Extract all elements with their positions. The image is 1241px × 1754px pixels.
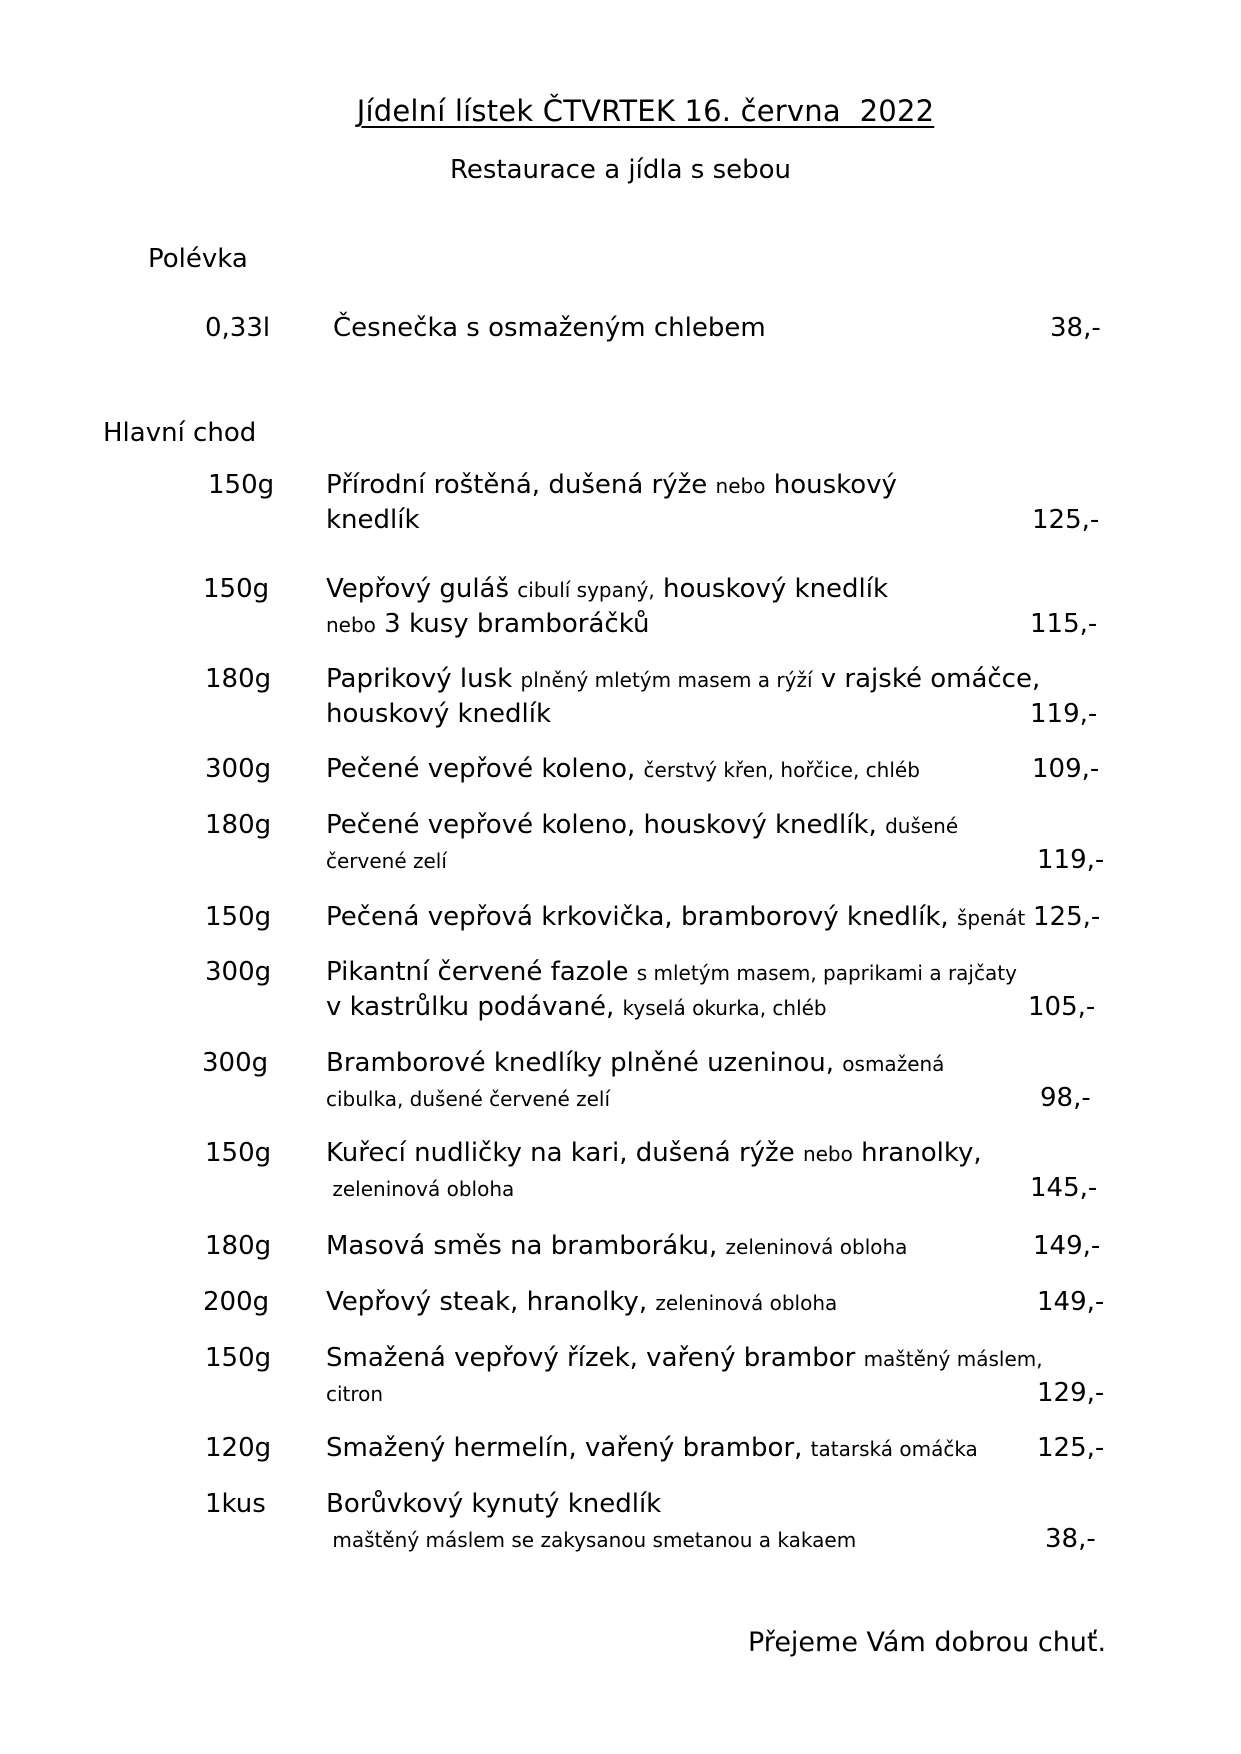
menu-item-dish-text: Pikantní červené fazole [326, 957, 637, 987]
menu-item-price: 119,- [1030, 699, 1098, 729]
menu-item-dish-text: Pečené vepřové koleno, houskový knedlík, [326, 810, 886, 840]
menu-item-side-note: nebo [715, 474, 766, 498]
menu-item-side-note: cibulka, dušené červené zelí [326, 1087, 611, 1111]
menu-item-price: 149,- [1033, 1231, 1101, 1261]
menu-item-first-line [326, 1285, 1066, 1320]
menu-item-second-line [326, 990, 1066, 1025]
menu-item-dish-text: v kastrůlku podávané, [326, 992, 623, 1022]
menu-item-dish-text: houskový [765, 470, 897, 500]
menu-item-second-line [326, 503, 1066, 538]
menu-item-description [326, 1046, 1066, 1116]
menu-item-second-line [326, 607, 1066, 642]
menu-item-quantity: 180g [205, 664, 272, 694]
menu-item-dish-text: Přírodní roštěná, dušená rýže [326, 470, 716, 500]
menu-item-price: 125,- [1032, 505, 1100, 535]
menu-item-second-line [326, 1522, 1066, 1557]
menu-item-quantity: 300g [205, 754, 272, 784]
menu-item-dish-text: Vepřový steak, hranolky, [326, 1287, 656, 1317]
menu-item-quantity: 120g [205, 1433, 272, 1463]
menu-item-dish-text: houskový knedlík [654, 574, 889, 604]
menu-item-quantity: 200g [203, 1287, 270, 1317]
menu-item-description [326, 808, 1066, 878]
menu-item-price: 125,- [1033, 902, 1101, 932]
menu-item-side-note: osmažená [842, 1052, 945, 1076]
menu-subtitle-text: Restaurace a jídla s sebou [449, 155, 792, 185]
menu-item-quantity: 300g [202, 1048, 269, 1078]
menu-item-first-line [326, 1229, 1066, 1264]
menu-item-first-line [326, 1487, 1066, 1522]
menu-item-description [326, 955, 1066, 1025]
soup-item-price: 38,- [1050, 313, 1101, 343]
menu-item-quantity: 150g [205, 1343, 272, 1373]
menu-item-price: 115,- [1030, 609, 1098, 639]
menu-item-second-line [326, 1081, 1066, 1116]
menu-item-dish-text: Smažená vepřový řízek, vařený brambor [326, 1343, 864, 1373]
menu-item-price: 125,- [1037, 1433, 1105, 1463]
menu-item-quantity: 180g [205, 1231, 272, 1261]
menu-item-quantity: 150g [205, 902, 272, 932]
menu-item-dish-text: Masová směs na bramboráku, [326, 1231, 726, 1261]
soup-item-name: Česnečka s osmaženým chlebem [333, 313, 766, 343]
menu-item-dish-text: hranolky, [852, 1138, 982, 1168]
menu-item-first-line [326, 752, 1066, 787]
menu-item-side-note: zeleninová obloha [326, 1177, 515, 1201]
menu-item-description [326, 1341, 1066, 1411]
menu-item-side-note: s mletým masem, paprikami a rajčaty [636, 961, 1017, 985]
menu-title-text: Jídelní lístek ČTVRTEK 16. června 2022 [356, 94, 935, 128]
menu-item-dish-text: Paprikový lusk [326, 664, 521, 694]
menu-item-price: 105,- [1028, 992, 1096, 1022]
menu-item-first-line [326, 572, 1066, 607]
menu-item-description [326, 572, 1066, 642]
menu-item-price: 149,- [1037, 1287, 1105, 1317]
menu-item-side-note: maštěný máslem se zakysanou smetanou a kakaem [326, 1528, 857, 1552]
menu-item-dish-text: Borůvkový kynutý knedlík [326, 1489, 662, 1519]
menu-item-second-line [326, 697, 1066, 732]
menu-item-side-note: cibulí sypaný, [517, 578, 655, 602]
menu-item-side-note: plněný mletým masem a rýží [520, 668, 813, 692]
menu-item-first-line [326, 900, 1066, 935]
menu-item-side-note: nebo [326, 613, 376, 637]
menu-item-price: 129,- [1037, 1378, 1105, 1408]
menu-item-side-note: maštěný máslem, [863, 1347, 1043, 1371]
menu-item-description [326, 1285, 1066, 1320]
menu-item-dish-text: Vepřový guláš [326, 574, 518, 604]
menu-item-first-line [326, 1136, 1066, 1171]
menu-item-quantity: 150g [205, 1138, 272, 1168]
menu-item-first-line [326, 808, 1066, 843]
menu-item-dish-text: Kuřecí nudličky na kari, dušená rýže [326, 1138, 803, 1168]
menu-item-side-note: nebo [802, 1142, 853, 1166]
menu-item-side-note: červené zelí [326, 849, 447, 873]
menu-item-first-line [326, 1341, 1066, 1376]
menu-item-description [326, 1431, 1066, 1466]
menu-item-price: 98,- [1040, 1083, 1091, 1113]
menu-item-first-line [326, 1046, 1066, 1081]
menu-item-description [326, 1487, 1066, 1557]
menu-item-dish-text: Bramborové knedlíky plněné uzeninou, [326, 1048, 843, 1078]
soup-item-quantity: 0,33l [205, 313, 271, 343]
menu-item-side-note: dušené [885, 814, 959, 838]
menu-item-price: 109,- [1032, 754, 1100, 784]
menu-item-dish-text: Pečené vepřové koleno, [326, 754, 644, 784]
menu-item-description [326, 662, 1066, 732]
menu-item-description [326, 752, 1066, 787]
menu-item-dish-text: v rajské omáčce, [812, 664, 1041, 694]
menu-item-second-line [326, 843, 1066, 878]
menu-item-quantity: 300g [205, 957, 272, 987]
menu-item-first-line [326, 1431, 1066, 1466]
menu-item-description [326, 900, 1066, 935]
menu-item-quantity: 1kus [205, 1489, 266, 1519]
menu-item-second-line [326, 1376, 1066, 1411]
menu-item-first-line [326, 662, 1066, 697]
menu-item-description [326, 1229, 1066, 1264]
menu-item-side-note: tatarská omáčka [810, 1437, 978, 1461]
menu-item-price: 38,- [1045, 1524, 1096, 1554]
menu-item-dish-text: Smažený hermelín, vařený brambor, [326, 1433, 811, 1463]
menu-item-side-note: čerstvý křen, hořčice, chléb [643, 758, 920, 782]
menu-item-description [326, 468, 1066, 538]
menu-item-price: 145,- [1030, 1173, 1098, 1203]
closing-message: Přejeme Vám dobrou chuť. [748, 1627, 1107, 1658]
menu-item-side-note: citron [326, 1382, 384, 1406]
menu-item-dish-text: knedlík [326, 505, 420, 535]
menu-item-side-note: špenát [956, 906, 1026, 930]
menu-item-description [326, 1136, 1066, 1206]
menu-item-quantity: 150g [203, 574, 270, 604]
soup-section-heading: Polévka [148, 244, 248, 274]
menu-item-dish-text: Pečená vepřová krkovička, bramborový knedlík, [326, 902, 957, 932]
menu-subtitle [0, 155, 1241, 185]
menu-item-side-note: zeleninová obloha [725, 1235, 908, 1259]
menu-item-quantity: 180g [205, 810, 272, 840]
menu-item-dish-text: houskový knedlík [326, 699, 552, 729]
menu-item-dish-text: 3 kusy bramboráčků [375, 609, 650, 639]
menu-item-first-line [326, 955, 1066, 990]
menu-item-second-line [326, 1171, 1066, 1206]
menu-title [0, 94, 1241, 128]
menu-item-price: 119,- [1037, 845, 1105, 875]
menu-item-quantity: 150g [208, 470, 275, 500]
main-section-heading: Hlavní chod [103, 418, 257, 448]
menu-item-side-note: zeleninová obloha [655, 1291, 838, 1315]
menu-item-first-line [326, 468, 1066, 503]
menu-item-side-note: kyselá okurka, chléb [622, 996, 827, 1020]
